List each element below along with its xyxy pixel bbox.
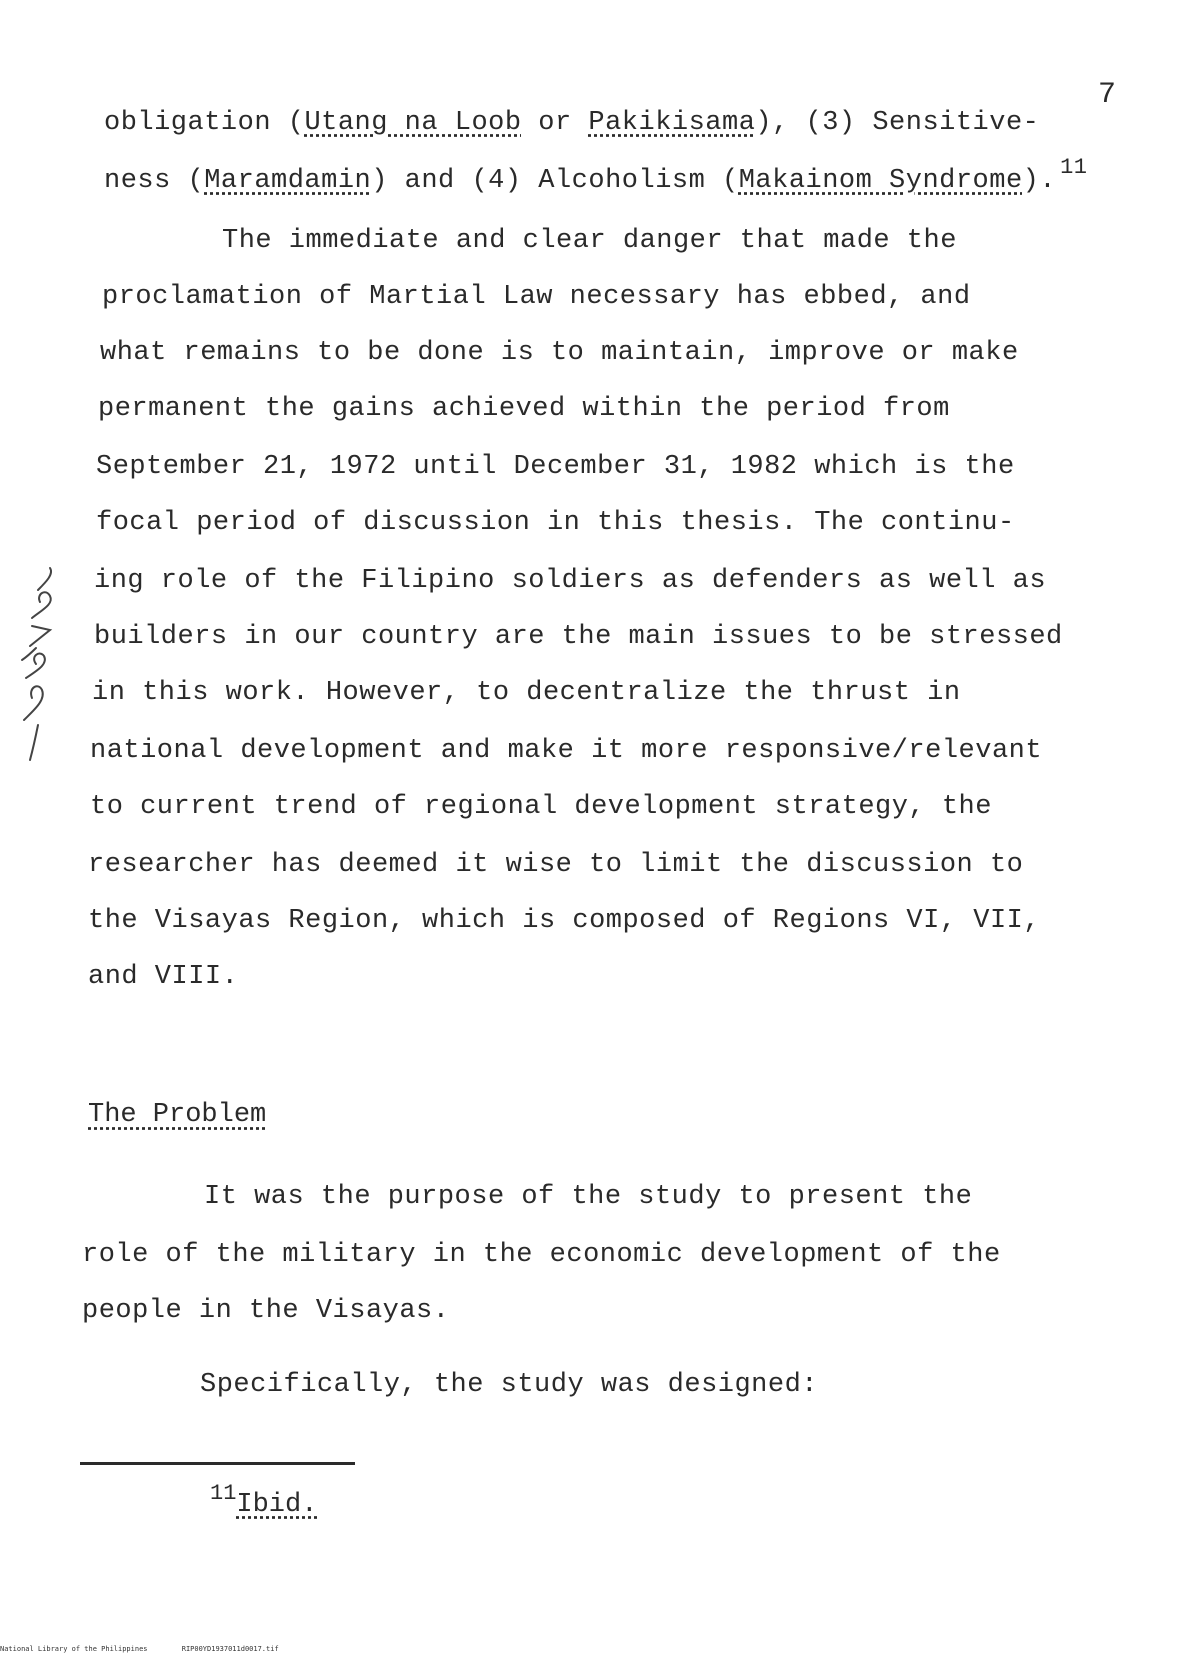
- paragraph2-line: September 21, 1972 until December 31, 1982 which is the: [96, 452, 1015, 482]
- paragraph2-line: ing role of the Filipino soldiers as defenders as well as: [94, 566, 1047, 596]
- term-makainom-syndrome: Makainom Syndrome: [738, 166, 1023, 196]
- paragraph2-line: focal period of discussion in this thesis. The continu-: [96, 508, 1015, 538]
- paragraph2-line: builders in our country are the main issues to be stressed: [94, 622, 1063, 652]
- paragraph1-line2: [104, 155, 1088, 196]
- term-pakikisama: Pakikisama: [588, 108, 756, 138]
- section-heading: The Problem: [88, 1100, 267, 1130]
- handwritten-margin-annotation: [10, 560, 70, 770]
- text-run: ) and (4) Alcoholism (: [371, 166, 739, 196]
- text-run: ness (: [104, 166, 205, 196]
- text-run: ).: [1022, 166, 1057, 196]
- text-run: or: [521, 108, 589, 138]
- paragraph2-line: and VIII.: [88, 962, 239, 992]
- term-utang-na-loob: Utang na Loob: [304, 108, 522, 138]
- footer-filename: RIP00YD1937011d0017.tif: [181, 1645, 279, 1653]
- footnote: [210, 1481, 318, 1520]
- paragraph3-line: people in the Visayas.: [82, 1296, 450, 1326]
- paragraph2-line: in this work. However, to decentralize the thrust in: [92, 678, 961, 708]
- paragraph2-line: researcher has deemed it wise to limit the discussion to: [88, 850, 1024, 880]
- footnote-rule: [80, 1462, 355, 1465]
- paragraph3-line: role of the military in the economic development of the: [82, 1240, 1001, 1270]
- paragraph4: Specifically, the study was designed:: [200, 1370, 818, 1400]
- footnote-marker: 11: [210, 1481, 237, 1506]
- paragraph2-line: proclamation of Martial Law necessary has ebbed, and: [102, 282, 971, 312]
- paragraph2-line: what remains to be done is to maintain, improve or make: [100, 338, 1019, 368]
- term-maramdamin: Maramdamin: [204, 166, 372, 196]
- paragraph2-line: permanent the gains achieved within the period from: [98, 394, 950, 424]
- footnote-text: Ibid.: [236, 1490, 318, 1520]
- paragraph2-line: national development and make it more responsive/relevant: [90, 736, 1043, 766]
- paragraph2-line: the Visayas Region, which is composed of Regions VI, VII,: [88, 906, 1041, 936]
- footnote-reference: 11: [1060, 155, 1088, 180]
- paragraph1-line1: [104, 108, 1039, 138]
- footer-source: National Library of the Philippines: [0, 1645, 148, 1653]
- scan-footer: [0, 1645, 309, 1653]
- text-run: obligation (: [104, 108, 305, 138]
- paragraph2-line: to current trend of regional development strategy, the: [90, 792, 992, 822]
- text-run: ), (3) Sensitive-: [755, 108, 1040, 138]
- page-number: 7: [1098, 78, 1117, 112]
- paragraph3-line: It was the purpose of the study to present the: [204, 1182, 973, 1212]
- paragraph2-line: The immediate and clear danger that made the: [222, 226, 957, 256]
